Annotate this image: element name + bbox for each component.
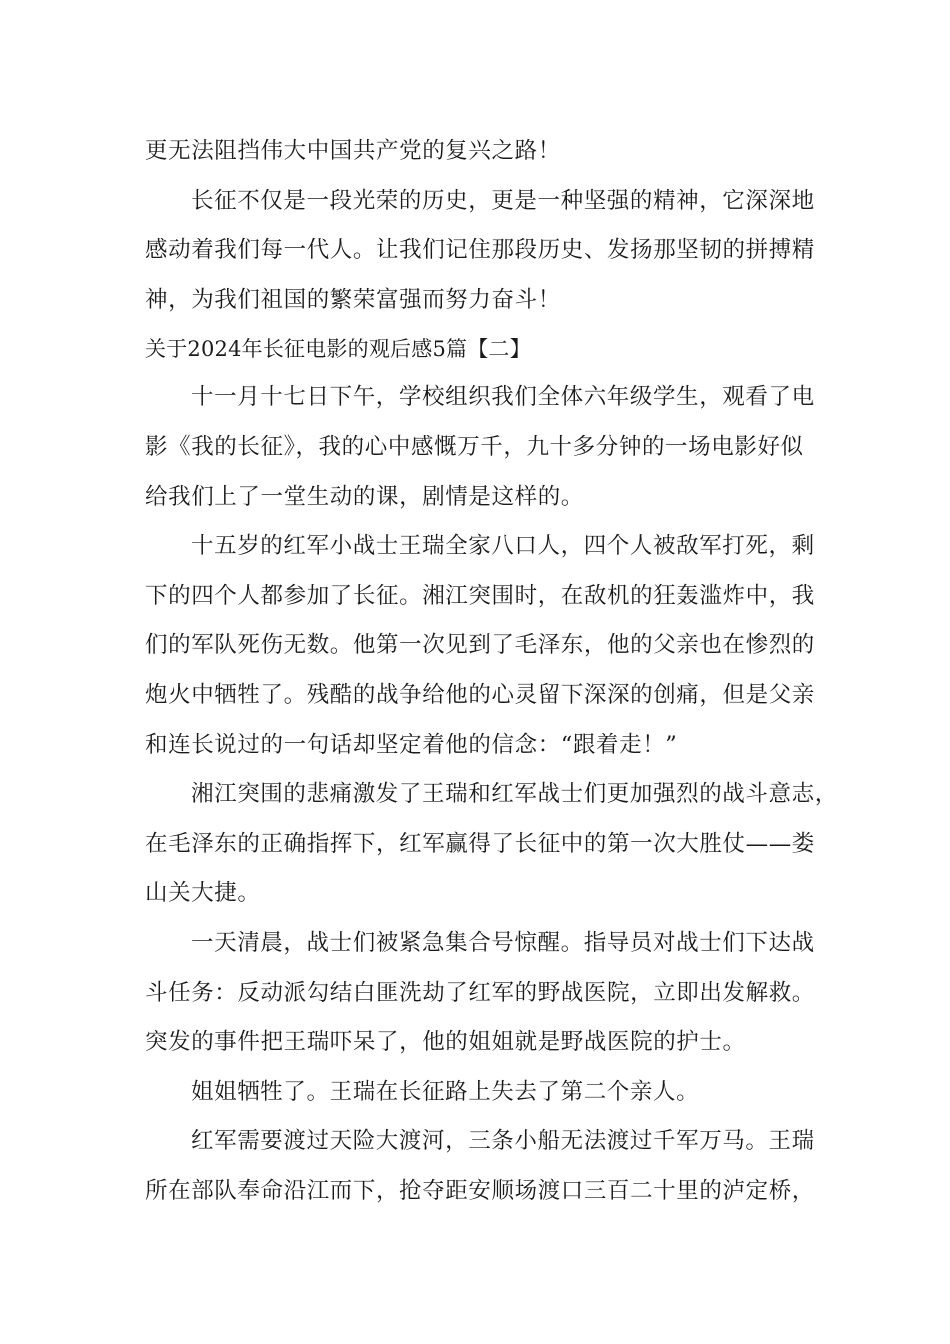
text-line: 和连长说过的一句话却坚定着他的信念：“跟着走！”: [145, 731, 678, 758]
text-line: 给我们上了一堂生动的课，剧情是这样的。: [145, 483, 584, 510]
text-line: 在毛泽东的正确指挥下，红军赢得了长征中的第一次大胜仗——娄: [145, 830, 815, 857]
text-line: 湘江突围的悲痛激发了王瑞和红军战士们更加强烈的战斗意志，: [191, 781, 838, 808]
text-line: 更无法阻挡伟大中国共产党的复兴之路！: [145, 138, 561, 164]
text-line: 十五岁的红军小战士王瑞全家八口人，四个人被敌军打死，剩: [191, 533, 815, 560]
text-line: 们的军队死伤无数。他第一次见到了毛泽东，他的父亲也在惨烈的: [145, 632, 815, 659]
text-line: 下的四个人都参加了长征。湘江突围时，在敌机的狂轰滥炸中，我: [145, 582, 815, 609]
text-line: 神，为我们祖国的繁荣富强而努力奋斗！: [145, 286, 561, 313]
text-line: 斗任务：反动派勾结白匪洗劫了红军的野战医院，立即出发解救。: [145, 979, 815, 1006]
text-line: 一天清晨，战士们被紧急集合号惊醒。指导员对战士们下达战: [191, 929, 815, 956]
text-line: 红军需要渡过天险大渡河，三条小船无法渡过千军万马。王瑞: [191, 1128, 815, 1155]
text-line: 所在部队奉命沿江而下，抢夺距安顺场渡口三百二十里的泸定桥，: [145, 1177, 815, 1204]
text-line: 长征不仅是一段光荣的历史，更是一种坚强的精神，它深深地: [191, 187, 815, 214]
text-line: 突发的事件把王瑞吓呆了，他的姐姐就是野战医院的护士。: [145, 1029, 746, 1056]
text-line: 山关大捷。: [145, 880, 261, 907]
text-line: 姐姐牺牲了。王瑞在长征路上失去了第二个亲人。: [191, 1078, 700, 1105]
text-line: 影《我的长征》，我的心中感慨万千，九十多分钟的一场电影好似: [145, 433, 804, 460]
section-heading: 关于2024年长征电影的观后感5篇【二】: [145, 337, 531, 362]
document-body: [145, 127, 838, 1216]
text-line: 十一月十七日下午，学校组织我们全体六年级学生，观看了电: [191, 384, 815, 411]
text-line: 炮火中牺牲了。残酷的战争给他的心灵留下深深的创痛，但是父亲: [145, 681, 815, 708]
text-line: 感动着我们每一代人。让我们记住那段历史、发扬那坚韧的拼搏精: [145, 237, 815, 264]
